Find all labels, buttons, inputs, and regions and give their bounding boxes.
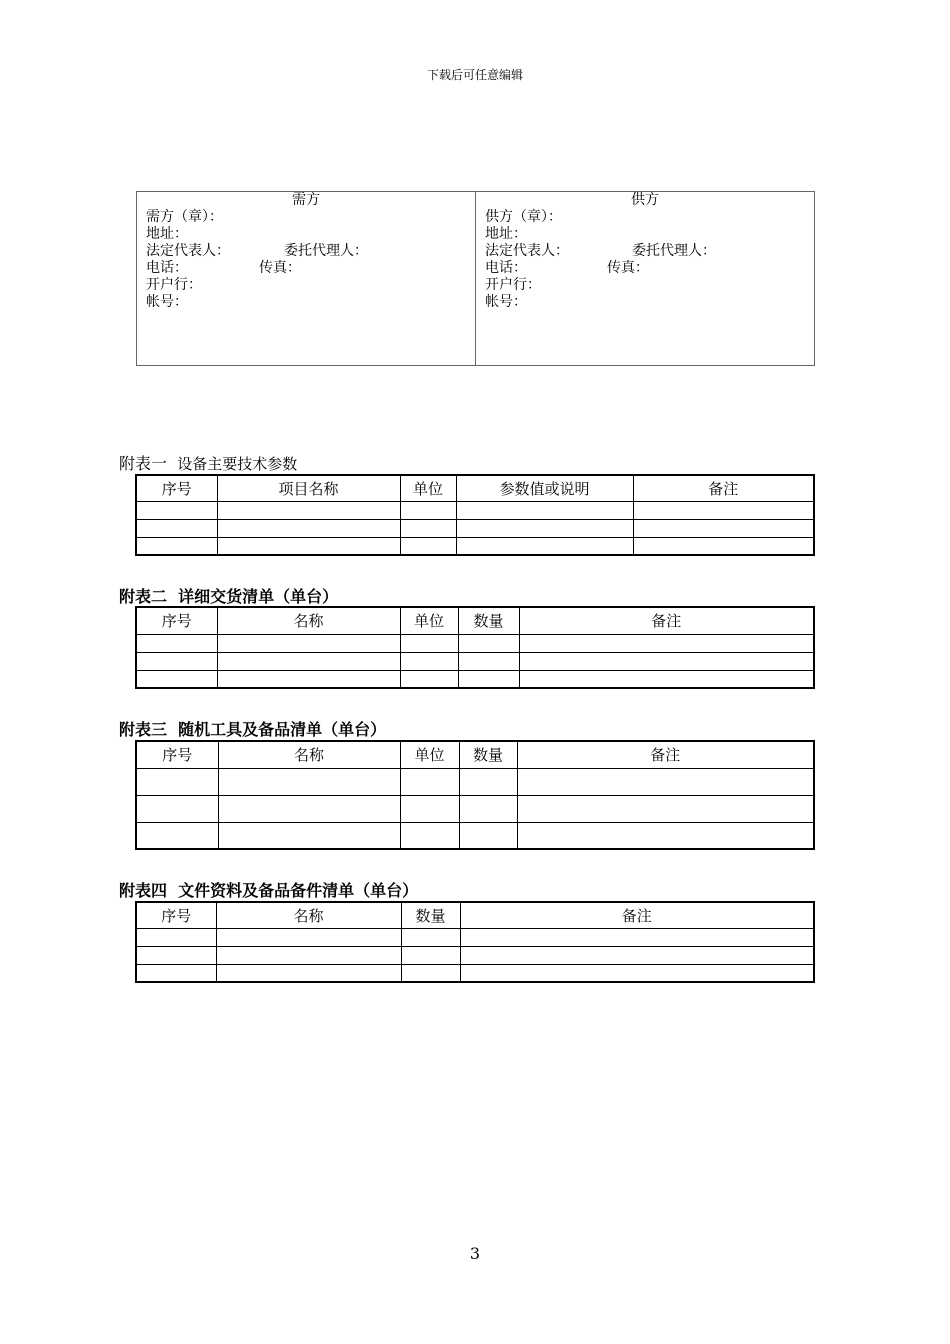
- table-cell: [136, 822, 218, 849]
- table-cell: [136, 795, 218, 822]
- seller-address: 地址：: [485, 226, 527, 242]
- appendix2-title: 详细交货清单（单台）: [178, 587, 339, 606]
- seller-bank: 开户行：: [485, 277, 541, 293]
- appendix2-table: [135, 606, 815, 689]
- table-cell: [519, 634, 814, 652]
- table-cell: [136, 964, 216, 982]
- table-cell: [216, 928, 401, 946]
- table-cell: [400, 634, 458, 652]
- table-row: [136, 501, 814, 519]
- table-cell: [458, 670, 519, 688]
- column-header: 备注: [460, 902, 814, 928]
- buyer-bank: 开户行：: [146, 277, 202, 293]
- seller-rep-line: [485, 243, 814, 260]
- table-cell: [400, 652, 458, 670]
- table-cell: [400, 795, 459, 822]
- column-header: 单位: [400, 607, 458, 634]
- column-header: 备注: [517, 741, 814, 768]
- table-row: [136, 652, 814, 670]
- seller-fax: 传真：: [607, 260, 649, 276]
- column-header: 数量: [459, 741, 517, 768]
- appendix1-title: 设备主要技术参数: [177, 455, 298, 473]
- table-cell: [217, 670, 400, 688]
- table-cell: [459, 768, 517, 795]
- table-cell: [136, 670, 217, 688]
- table-cell: [460, 946, 814, 964]
- table-cell: [216, 946, 401, 964]
- seller-legal-rep: 法定代表人：: [485, 243, 569, 259]
- appendix1-label: 附表一: [119, 454, 168, 473]
- buyer-phone: 电话：: [146, 260, 188, 276]
- seller-title: 供方: [631, 192, 659, 208]
- buyer-column: [137, 192, 475, 365]
- seller-agent: 委托代理人：: [632, 243, 716, 259]
- table-cell: [456, 519, 633, 537]
- table-cell: [136, 946, 216, 964]
- table-row: [136, 822, 814, 849]
- table-cell: [401, 928, 460, 946]
- table-cell: [517, 822, 814, 849]
- seller-column: [475, 192, 814, 365]
- column-header: 序号: [136, 607, 217, 634]
- table-cell: [459, 795, 517, 822]
- table-cell: [136, 652, 217, 670]
- table-cell: [136, 519, 217, 537]
- table-cell: [218, 822, 400, 849]
- buyer-rep-line: [146, 243, 475, 260]
- appendix3-label: 附表三: [119, 720, 168, 739]
- parties-box: [136, 191, 815, 366]
- appendix3-heading: [119, 717, 386, 740]
- table-header-row: [136, 902, 814, 928]
- seller-account: 帐号：: [485, 294, 527, 310]
- table-cell: [136, 501, 217, 519]
- table-row: [136, 537, 814, 555]
- buyer-legal-rep: 法定代表人：: [146, 243, 230, 259]
- column-header: 名称: [216, 902, 401, 928]
- appendix2-label: 附表二: [119, 587, 168, 606]
- column-header: 数量: [401, 902, 460, 928]
- table-cell: [217, 519, 400, 537]
- table-row: [136, 634, 814, 652]
- table-cell: [458, 634, 519, 652]
- table-cell: [458, 652, 519, 670]
- table-cell: [400, 501, 456, 519]
- column-header: 备注: [519, 607, 814, 634]
- table-cell: [517, 768, 814, 795]
- appendix4-table: [135, 901, 815, 983]
- table-cell: [460, 928, 814, 946]
- column-header: 备注: [633, 475, 814, 501]
- buyer-title: 需方: [292, 192, 320, 208]
- table-cell: [400, 768, 459, 795]
- table-cell: [400, 519, 456, 537]
- table-cell: [136, 634, 217, 652]
- seller-phone: 电话：: [485, 260, 527, 276]
- appendix1-table: [135, 474, 815, 556]
- table-cell: [519, 652, 814, 670]
- seller-seal: 供方（章）：: [485, 209, 562, 225]
- appendix4-label: 附表四: [119, 881, 168, 900]
- buyer-address: 地址：: [146, 226, 188, 242]
- table-cell: [136, 768, 218, 795]
- appendix1-heading: [119, 451, 297, 474]
- column-header: 名称: [217, 607, 400, 634]
- table-row: [136, 795, 814, 822]
- buyer-agent: 委托代理人：: [284, 243, 368, 259]
- table-cell: [460, 964, 814, 982]
- table-cell: [217, 501, 400, 519]
- table-row: [136, 519, 814, 537]
- table-cell: [136, 537, 217, 555]
- appendix2-heading: [119, 584, 338, 607]
- table-cell: [218, 795, 400, 822]
- appendix3-table: [135, 740, 815, 850]
- buyer-fax: 传真：: [259, 260, 301, 276]
- table-row: [136, 928, 814, 946]
- appendix4-title: 文件资料及备品备件清单（单台）: [178, 881, 419, 900]
- column-header: 数量: [458, 607, 519, 634]
- appendix3-title: 随机工具及备品清单（单台）: [178, 720, 387, 739]
- table-cell: [217, 634, 400, 652]
- header-note: 下载后可任意编辑: [426, 68, 523, 82]
- seller-phone-line: [485, 260, 814, 277]
- column-header: 单位: [400, 741, 459, 768]
- column-header: 项目名称: [217, 475, 400, 501]
- column-header: 序号: [136, 741, 218, 768]
- table-cell: [519, 670, 814, 688]
- table-cell: [400, 537, 456, 555]
- column-header: 序号: [136, 902, 216, 928]
- column-header: 单位: [400, 475, 456, 501]
- table-cell: [217, 537, 400, 555]
- appendix4-heading: [119, 878, 418, 901]
- table-cell: [456, 537, 633, 555]
- page-number: 3: [469, 1244, 481, 1263]
- buyer-account: 帐号：: [146, 294, 188, 310]
- table-cell: [633, 537, 814, 555]
- table-row: [136, 768, 814, 795]
- table-header-row: [136, 475, 814, 501]
- column-header: 参数值或说明: [456, 475, 633, 501]
- table-cell: [456, 501, 633, 519]
- table-cell: [218, 768, 400, 795]
- table-cell: [633, 519, 814, 537]
- table-row: [136, 670, 814, 688]
- table-cell: [216, 964, 401, 982]
- buyer-phone-line: [146, 260, 475, 277]
- table-cell: [517, 795, 814, 822]
- table-cell: [633, 501, 814, 519]
- table-header-row: [136, 607, 814, 634]
- buyer-seal: 需方（章）：: [146, 209, 223, 225]
- table-cell: [401, 946, 460, 964]
- table-cell: [217, 652, 400, 670]
- table-header-row: [136, 741, 814, 768]
- table-cell: [400, 822, 459, 849]
- column-header: 名称: [218, 741, 400, 768]
- table-cell: [459, 822, 517, 849]
- table-cell: [401, 964, 460, 982]
- table-cell: [136, 928, 216, 946]
- column-header: 序号: [136, 475, 217, 501]
- table-row: [136, 946, 814, 964]
- table-cell: [400, 670, 458, 688]
- table-row: [136, 964, 814, 982]
